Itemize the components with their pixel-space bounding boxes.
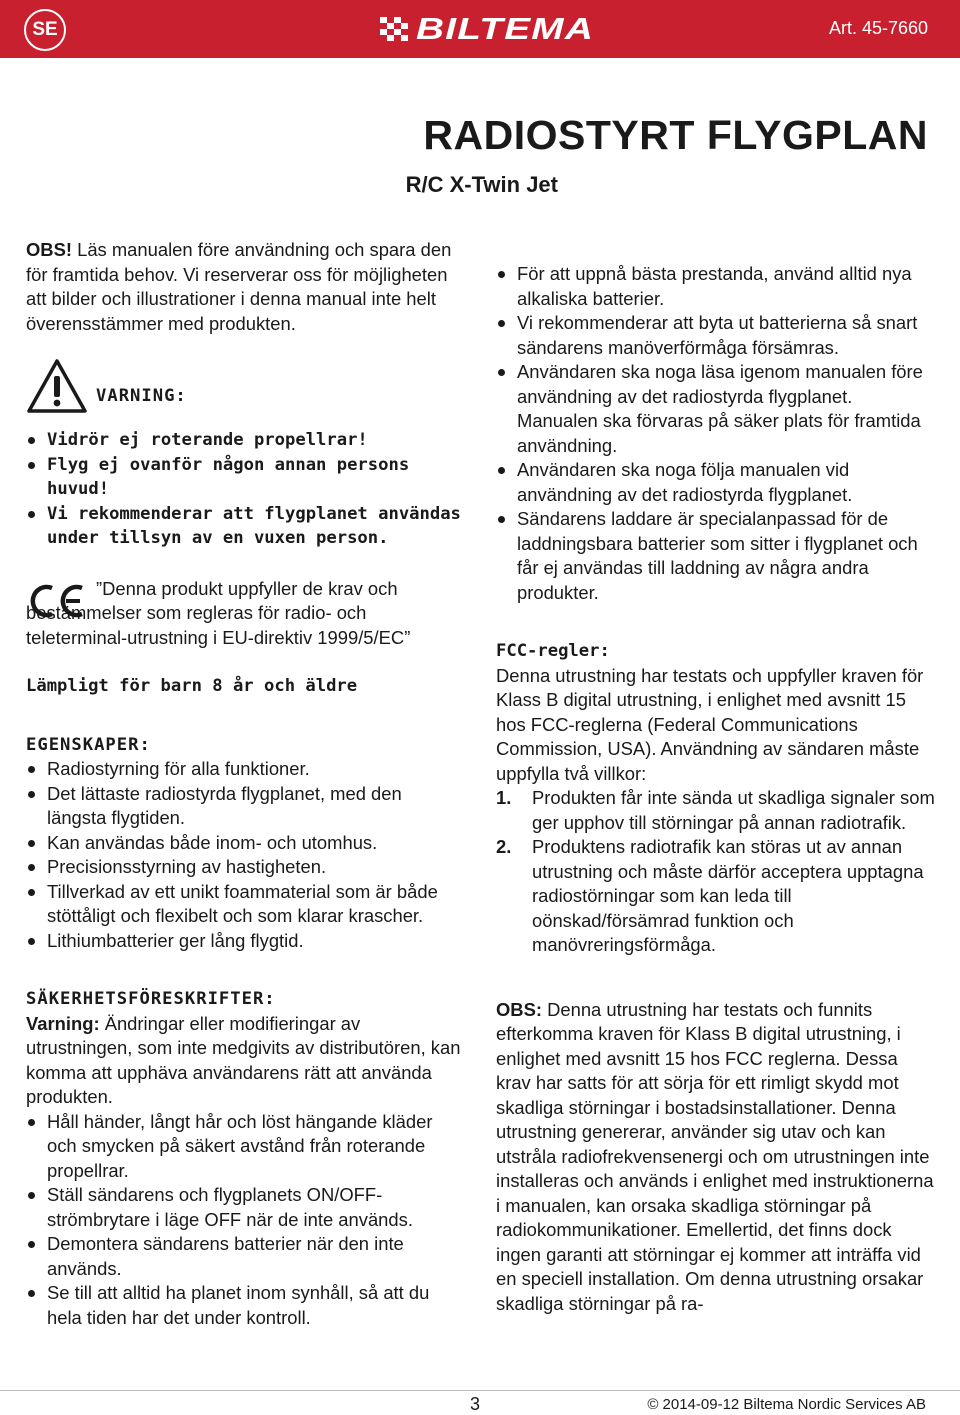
safety-item: Ställ sändarens och flygplanets ON/OFF-strömbrytare i läge OFF när de inte används. bbox=[26, 1183, 466, 1232]
safety-item: Användaren ska noga följa manualen vid användning av det radiostyrda flygplanet. bbox=[496, 458, 936, 507]
feature-item: Det lättaste radiostyrda flygplanet, med den längsta flygtiden. bbox=[26, 782, 466, 831]
age-recommendation: Lämpligt för barn 8 år och äldre bbox=[26, 676, 358, 696]
safety-warning-label: Varning: bbox=[26, 1012, 100, 1034]
header-bar bbox=[0, 0, 960, 58]
feature-item: Kan användas både inom- och utomhus. bbox=[26, 831, 466, 856]
safety-item: Användaren ska noga läsa igenom manualen före användning av det radiostyrda flygplanet. Manualen ska förvaras på säker plats för framtida användning. bbox=[496, 360, 936, 458]
safety-item: Demontera sändarens batterier när den inte används. bbox=[26, 1232, 466, 1281]
fcc-heading: FCC-regler: bbox=[496, 641, 610, 661]
obs-text: Denna utrustning har testats och funnits efterkomma kraven för Klass B digital utrustning, i enlighet med avsnitt 15 hos FCC reglerna. Dessa krav har satts för att sörja för ett rimligt skydd mot skadliga störningar i bostadsinstallationer. Denna utrustning genererar, använder sig utav och kan utstråla radiofrekvensenergi och om utrustningen inte installeras och används i enlighet med instruktionerna i manualen, kan orsaka skadliga störningar på radiokommunikationer. Emellertid, det finns dock ingen garanti att störningar ej kommer att inträffa vid en speciell installation. Om denna utrustning orsakar skadliga störningar på ra- bbox=[496, 998, 934, 1314]
brand-logo bbox=[380, 11, 595, 46]
fcc-condition-text: Produktens radiotrafik kan störas ut av annan utrustning och måste därför acceptera upptagna radiostörningar som kan leda till oönskad/försämrad funktion och manövreringsförmåga. bbox=[532, 836, 924, 955]
fcc-condition-number: 1. bbox=[496, 787, 512, 808]
fcc-conditions bbox=[496, 786, 936, 958]
features-heading: EGENSKAPER: bbox=[26, 734, 151, 755]
fcc-condition-number: 2. bbox=[496, 836, 512, 857]
feature-item: Tillverkad av ett unikt foammaterial som är både stöttåligt och flexibelt och som klarar krascher. bbox=[26, 880, 466, 929]
left-column bbox=[26, 238, 466, 1330]
page-title: RADIOSTYRT FLYGPLAN bbox=[423, 112, 928, 158]
warning-item: Vidrör ej roterande propellrar! bbox=[26, 428, 466, 453]
checkered-flag-icon bbox=[380, 17, 408, 41]
safety-item: Se till att alltid ha planet inom synhåll, så att du hela tiden har det under kontroll. bbox=[26, 1281, 466, 1330]
article-number: Art. 45-7660 bbox=[828, 18, 928, 38]
warning-title: VARNING: bbox=[96, 385, 187, 406]
footer-divider bbox=[0, 1390, 960, 1391]
safety-warning-text: Ändringar eller modifieringar av utrustningen, som inte medgivits av distributören, kan komma att upphäva användarens rätt att använda produkten. bbox=[26, 1012, 461, 1107]
page-subtitle: R/C X-Twin Jet bbox=[405, 172, 558, 197]
warning-list bbox=[26, 428, 466, 551]
obs-paragraph bbox=[496, 998, 936, 1317]
safety-list-left bbox=[26, 1110, 466, 1331]
safety-item: Sändarens laddare är specialanpassad för de laddningsbara batterier som sitter i flygplanet och får ej användas till laddning av några andra produkter. bbox=[496, 507, 936, 605]
safety-heading: SÄKERHETSFÖRESKRIFTER: bbox=[26, 989, 276, 1009]
right-column bbox=[496, 238, 936, 1316]
warning-heading-row bbox=[26, 354, 466, 414]
safety-warning bbox=[26, 1012, 466, 1110]
ce-mark-icon bbox=[26, 583, 88, 619]
copyright: © 2014-09-12 Biltema Nordic Services AB bbox=[647, 1396, 926, 1413]
brand-name: BILTEMA bbox=[416, 11, 595, 46]
obs-label: OBS: bbox=[496, 998, 542, 1020]
ce-text: ”Denna produkt uppfyller de krav och bestämmelser som regleras för radio- och teleterminal-utrustning i EU-direktiv 1999/5/EC” bbox=[26, 577, 411, 648]
ce-declaration bbox=[26, 577, 466, 651]
fcc-condition bbox=[496, 786, 936, 835]
warning-item: Flyg ej ovanför någon annan persons huvud! bbox=[26, 453, 466, 502]
feature-item: Radiostyrning för alla funktioner. bbox=[26, 757, 466, 782]
safety-list-right bbox=[496, 262, 936, 605]
safety-item: För att uppnå bästa prestanda, använd alltid nya alkaliska batterier. bbox=[496, 262, 936, 311]
warning-item: Vi rekommenderar att flygplanet användas under tillsyn av en vuxen person. bbox=[26, 502, 466, 551]
page-number: 3 bbox=[470, 1394, 481, 1414]
fcc-condition-text: Produkten får inte sända ut skadliga signaler som ger upphov till störningar på annan radiotrafik. bbox=[532, 787, 935, 833]
intro-label: OBS! bbox=[26, 239, 72, 260]
language-badge: SE bbox=[24, 9, 66, 51]
safety-item: Vi rekommenderar att byta ut batterierna så snart sändarens manöverförmåga försämras. bbox=[496, 311, 936, 360]
features-list bbox=[26, 757, 466, 953]
intro-text: Läs manualen före användning och spara den för framtida behov. Vi reserverar oss för möjligheten att bilder och illustrationer i denna manual inte helt överensstämmer med produkten. bbox=[26, 239, 452, 334]
feature-item: Lithiumbatterier ger lång flygtid. bbox=[26, 929, 466, 954]
safety-item: Håll händer, långt hår och löst hängande kläder och smycken på säkert avstånd från roterande propellrar. bbox=[26, 1110, 466, 1184]
fcc-condition bbox=[496, 835, 936, 958]
warning-triangle-icon bbox=[26, 358, 88, 414]
feature-item: Precisionsstyrning av hastigheten. bbox=[26, 855, 466, 880]
intro-paragraph bbox=[26, 238, 466, 336]
fcc-text: Denna utrustning har testats och uppfyller kraven för Klass B digital utrustning, i enlighet med avsnitt 15 hos FCC-reglerna (Federal Communications Commission, USA). Användning av sändaren måste uppfylla två villkor: bbox=[496, 664, 924, 784]
